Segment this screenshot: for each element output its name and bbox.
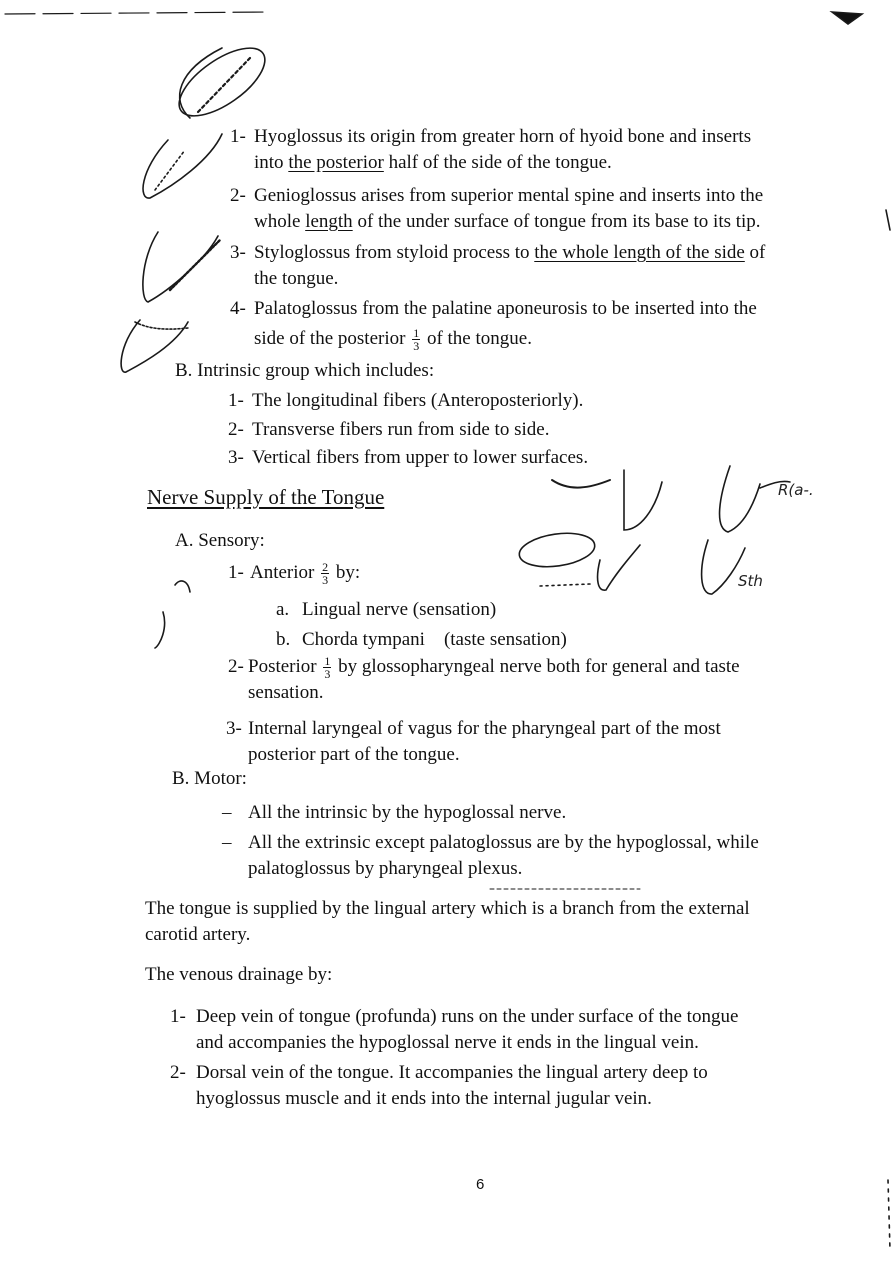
- fraction-numerator: 1: [324, 654, 331, 669]
- item-text: Chorda tympani (taste sensation): [302, 629, 567, 650]
- motor-item-2: [222, 830, 759, 882]
- sensory-item-1: [228, 560, 360, 586]
- item-number: 1-: [228, 562, 244, 583]
- fraction-denominator: 3: [322, 573, 329, 588]
- item-text: of: [744, 242, 766, 263]
- item-text: Dorsal vein of the tongue. It accompanies the lingual artery deep to: [196, 1062, 708, 1083]
- item-text: Vertical fibers from upper to lower surfaces.: [252, 447, 589, 468]
- fraction-denominator: 3: [324, 667, 331, 682]
- item-number: 3-: [226, 718, 242, 739]
- item-number: 4-: [230, 298, 246, 319]
- item-text: and accompanies the hypoglossal nerve it ends in the lingual vein.: [196, 1032, 699, 1053]
- item-text: half of the side of the tongue.: [383, 152, 612, 173]
- item-text: Transverse fibers run from side to side.: [252, 419, 550, 440]
- fraction-numerator: 1: [413, 326, 420, 341]
- item-number: 3-: [228, 447, 244, 468]
- fraction: [321, 561, 329, 586]
- item-text: by:: [331, 562, 361, 583]
- venous-item-1: [170, 1004, 738, 1056]
- extrinsic-item-4: [230, 296, 757, 352]
- venous-header: The venous drainage by:: [145, 964, 333, 985]
- fraction-denominator: 3: [413, 339, 420, 354]
- sensory-item-2: [228, 654, 740, 706]
- item-text: All the extrinsic except palatoglossus are by the hypoglossal, while: [248, 832, 759, 853]
- item-text: Anterior: [250, 562, 320, 583]
- item-number: 2-: [230, 185, 246, 206]
- item-text: Deep vein of tongue (profunda) runs on the under surface of the tongue: [196, 1006, 739, 1027]
- item-text: The longitudinal fibers (Anteroposteriorly).: [252, 390, 584, 411]
- item-text: sensation.: [248, 682, 324, 704]
- item-number: 1-: [170, 1006, 186, 1027]
- svg-text:R(a-.: R(a-.: [778, 481, 814, 499]
- item-text: the tongue.: [254, 268, 339, 289]
- svg-text:Sth: Sth: [738, 572, 763, 590]
- item-number: 2-: [228, 656, 244, 677]
- underlined-text: length: [305, 211, 353, 232]
- fraction-numerator: 2: [322, 560, 329, 575]
- motor-item-1: [222, 800, 566, 826]
- extrinsic-item-3: [230, 240, 765, 292]
- item-text: Genioglossus arises from superior mental spine and inserts into the: [254, 185, 764, 206]
- item-text: Hyoglossus its origin from greater horn of hyoid bone and inserts: [254, 126, 752, 147]
- item-text: by glossopharyngeal nerve both for general and taste: [333, 656, 740, 677]
- item-text: hyoglossus muscle and it ends into the internal jugular vein.: [196, 1088, 652, 1109]
- item-text: of the under surface of tongue from its base to its tip.: [352, 211, 761, 232]
- item-text: Styloglossus from styloid process to: [254, 242, 535, 263]
- item-text: whole: [254, 211, 306, 232]
- item-number: 1-: [228, 390, 244, 411]
- item-text: Internal laryngeal of vagus for the pharyngeal part of the most: [248, 718, 721, 739]
- item-text: posterior part of the tongue.: [248, 744, 460, 765]
- item-number: 2-: [228, 419, 244, 440]
- sensory-sub-list: [276, 597, 567, 653]
- sensory-header: A. Sensory:: [175, 530, 265, 551]
- venous-item-2: [170, 1060, 708, 1112]
- item-text: into: [254, 152, 289, 173]
- underlined-text: the posterior: [288, 152, 384, 173]
- item-dash: –: [222, 832, 232, 853]
- item-text: Palatoglossus from the palatine aponeurosis to be inserted into the: [254, 298, 757, 319]
- section-heading: Nerve Supply of the Tongue: [147, 485, 385, 509]
- item-text: All the intrinsic by the hypoglossal nerve.: [248, 802, 567, 823]
- extrinsic-item-2: [230, 183, 763, 235]
- extrinsic-item-1: [230, 124, 751, 176]
- item-text: palatoglossus by pharyngeal plexus.: [248, 858, 523, 879]
- item-number: 1-: [230, 126, 246, 147]
- item-number: 3-: [230, 242, 246, 263]
- item-text: Posterior: [248, 656, 322, 677]
- sensory-item-3: [226, 716, 721, 768]
- fraction: [323, 655, 331, 680]
- item-text: side of the posterior: [254, 328, 411, 349]
- paragraph-line: carotid artery.: [145, 924, 251, 945]
- item-text: of the tongue.: [422, 328, 532, 349]
- item-number: 2-: [170, 1062, 186, 1083]
- motor-header: B. Motor:: [172, 768, 247, 789]
- fraction: [412, 327, 420, 352]
- paragraph-line: The tongue is supplied by the lingual artery which is a branch from the external: [145, 898, 750, 919]
- item-text: Lingual nerve (sensation): [302, 599, 497, 620]
- intrinsic-list: [228, 388, 588, 471]
- page-number: 6: [476, 1176, 485, 1193]
- intrinsic-header: B. Intrinsic group which includes:: [175, 360, 435, 381]
- item-label: a.: [276, 599, 290, 620]
- underlined-text: the whole length of the side: [534, 242, 745, 263]
- item-label: b.: [276, 629, 291, 650]
- item-dash: –: [222, 802, 232, 823]
- artery-paragraph: [145, 896, 750, 948]
